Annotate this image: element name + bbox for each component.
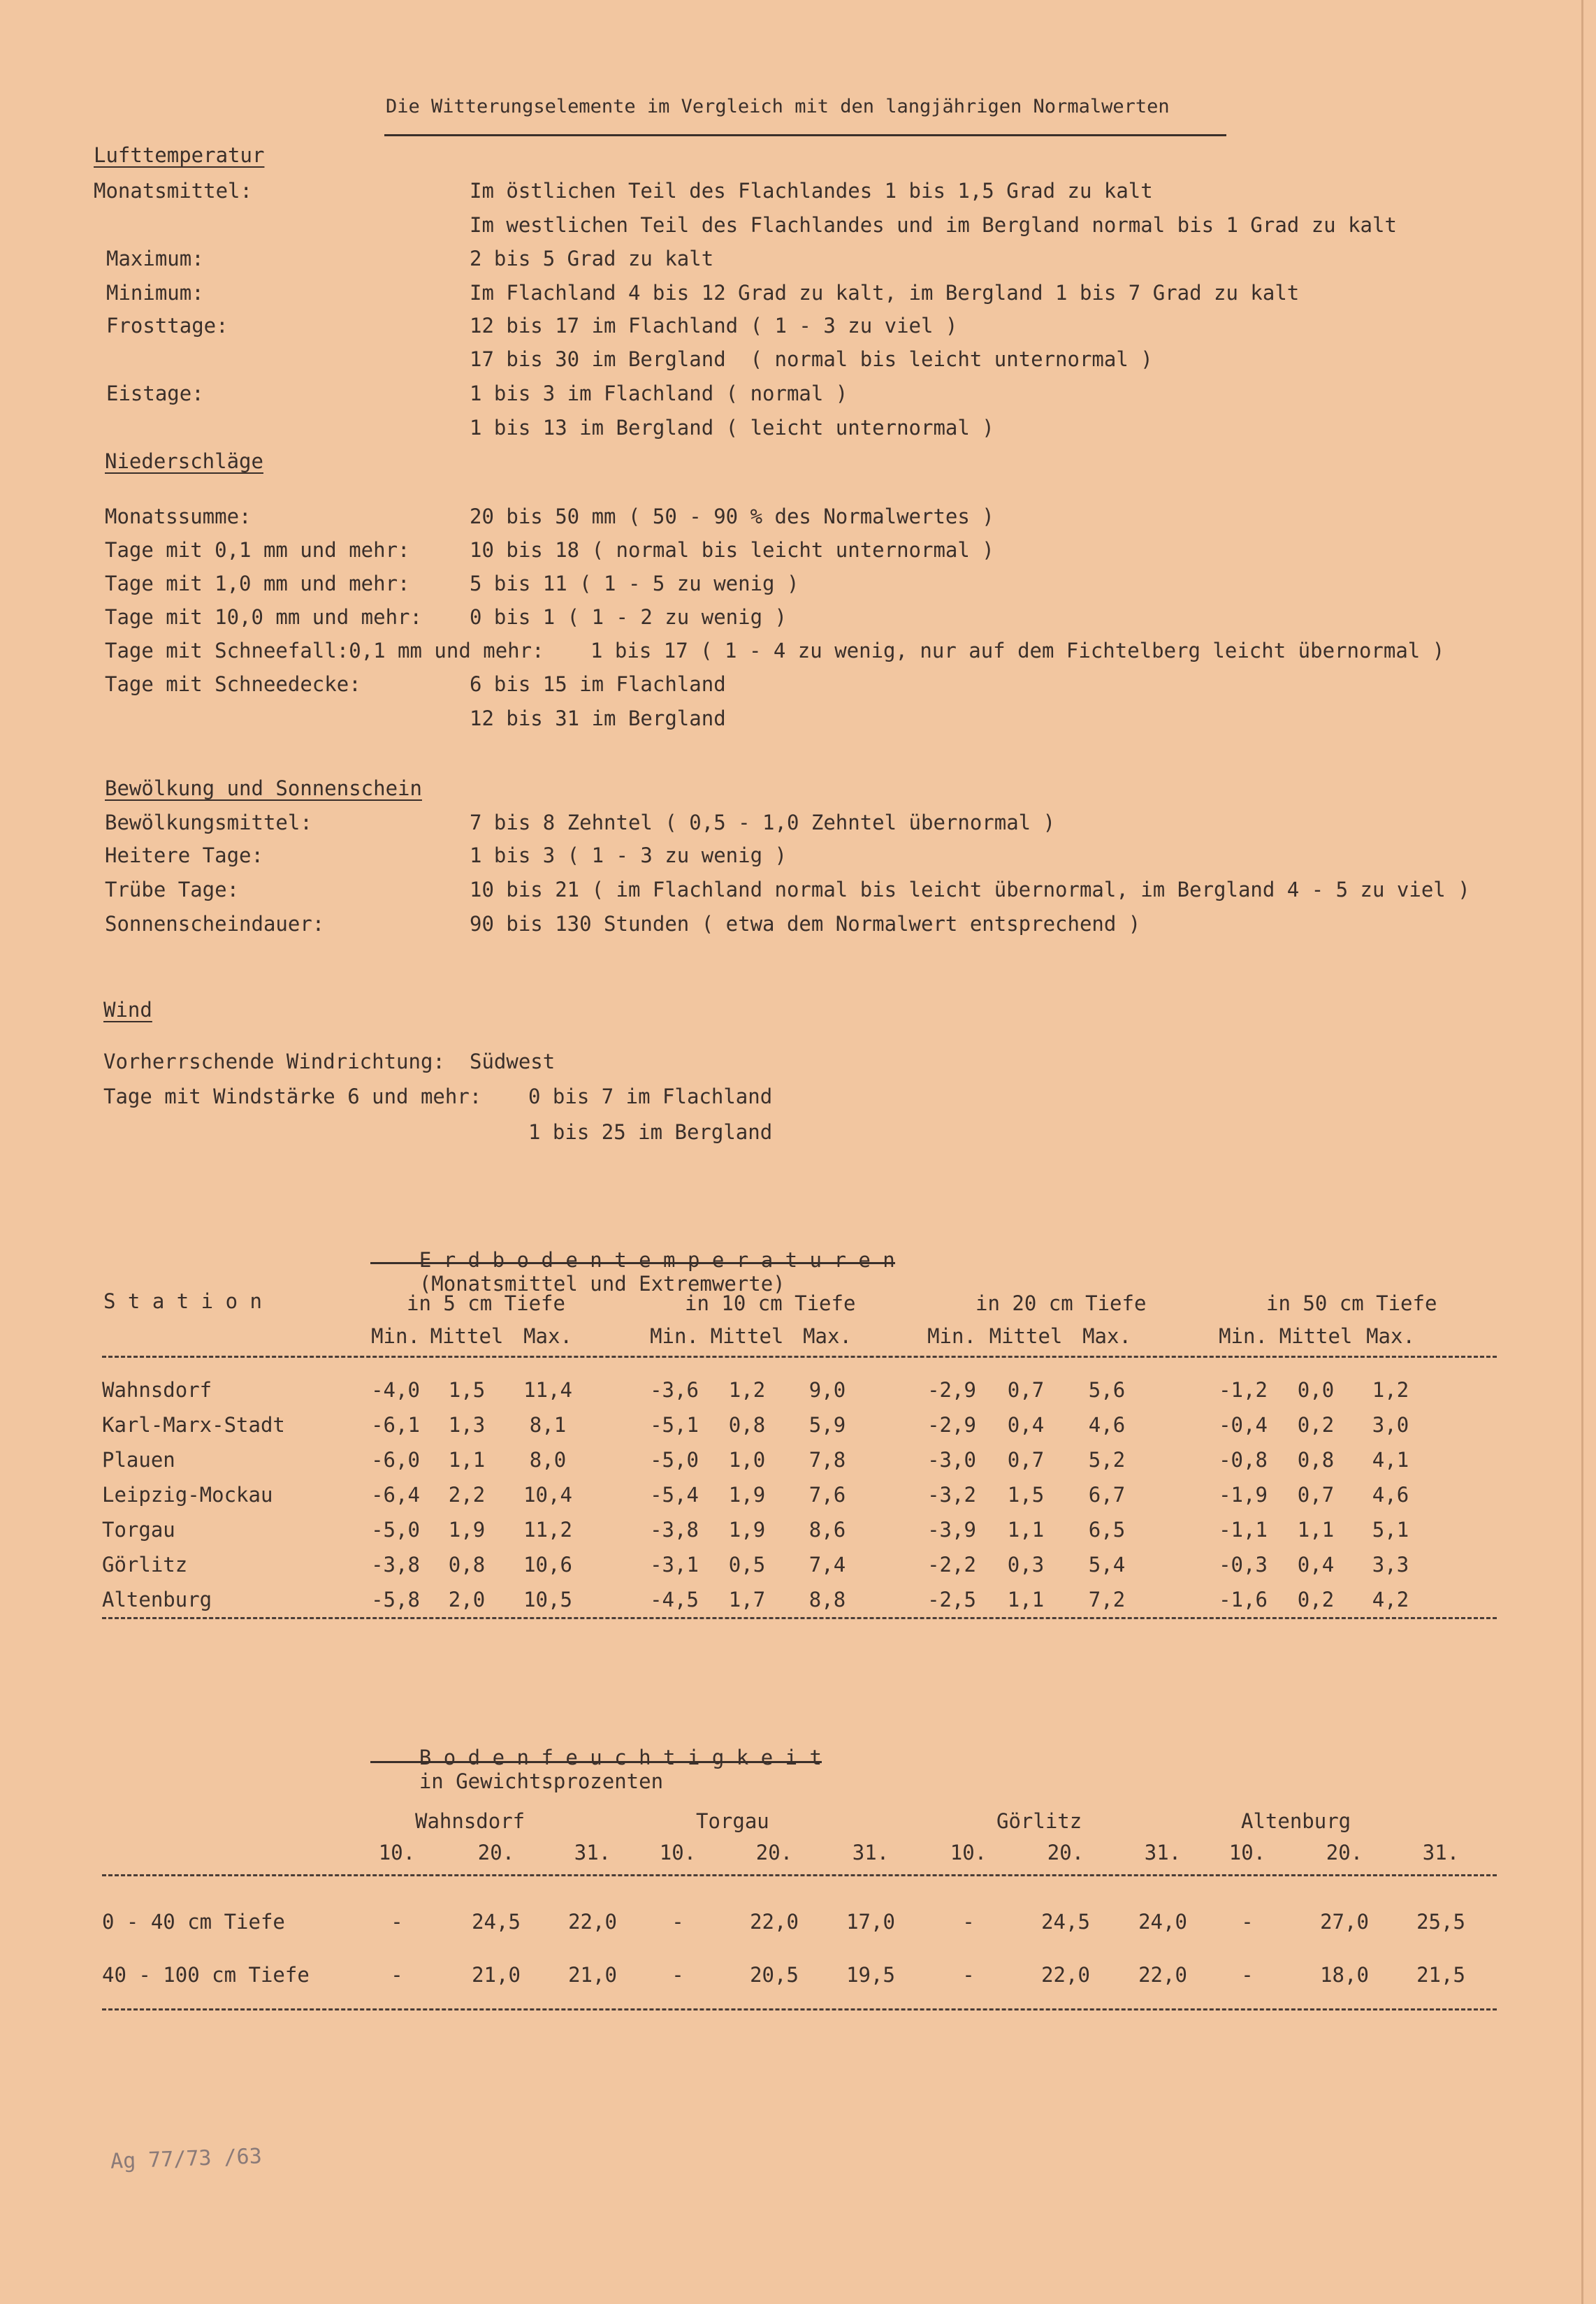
erdboden-subheader-cell: Max. xyxy=(1366,1324,1415,1348)
value-truebe-tage: 10 bis 21 ( im Flachland normal bis leicht übernormal, im Bergland 4 - 5 zu viel ) xyxy=(470,878,1470,901)
archive-stamp: Ag 77/73 /63 xyxy=(110,2144,263,2174)
feucht-day-cell: 10. xyxy=(659,1841,697,1864)
label-truebe-tage: Trübe Tage: xyxy=(105,878,240,901)
table-cell: 0,0 xyxy=(1297,1378,1335,1402)
table-cell: 0,8 xyxy=(448,1553,486,1577)
erdboden-subheader-cell: Min. xyxy=(650,1324,699,1348)
table-cell: 1,0 xyxy=(728,1448,766,1472)
erdboden-header-rule xyxy=(102,1356,1497,1358)
label-windstaerke: Tage mit Windstärke 6 und mehr: xyxy=(103,1085,482,1108)
depth-header-50cm: in 50 cm Tiefe xyxy=(1266,1291,1437,1315)
value-windrichtung: Südwest xyxy=(470,1050,556,1073)
erdboden-title-rule xyxy=(370,1262,895,1264)
table-cell: 7,8 xyxy=(808,1448,846,1472)
table-cell: 1,1 xyxy=(1007,1518,1045,1542)
table-cell: -3,9 xyxy=(927,1518,976,1542)
value-frosttage: 12 bis 17 im Flachland ( 1 - 3 zu viel ) xyxy=(470,314,958,338)
section-heading-wind: Wind xyxy=(103,998,152,1022)
erdboden-subheader-cell: Min. xyxy=(927,1324,976,1348)
table-cell: 0,4 xyxy=(1007,1413,1045,1437)
table-cell: -3,1 xyxy=(650,1553,699,1577)
table-cell: 1,5 xyxy=(448,1378,486,1402)
table-cell: -2,9 xyxy=(927,1378,976,1402)
table-cell: 8,8 xyxy=(808,1588,846,1611)
table-cell: 4,1 xyxy=(1372,1448,1409,1472)
label-sonnenscheindauer: Sonnenscheindauer: xyxy=(105,912,325,936)
erdboden-subheader-cell: Mittel xyxy=(989,1324,1063,1348)
table-cell: 4,2 xyxy=(1372,1588,1409,1611)
feucht-title-rule xyxy=(370,1761,822,1763)
table-cell: -4,0 xyxy=(371,1378,420,1402)
table-cell: 5,6 xyxy=(1088,1378,1126,1402)
feucht-title xyxy=(370,1722,822,1817)
table-cell: 0,3 xyxy=(1007,1553,1045,1577)
table-cell: -6,1 xyxy=(371,1413,420,1437)
table-cell: 1,1 xyxy=(1297,1518,1335,1542)
table-cell: -3,8 xyxy=(650,1518,699,1542)
value-frosttage-2: 17 bis 30 im Bergland ( normal bis leicht unternormal ) xyxy=(470,347,1153,371)
table-cell: -5,0 xyxy=(371,1518,420,1542)
table-cell: -6,0 xyxy=(371,1448,420,1472)
table-cell: -1,1 xyxy=(1219,1518,1268,1542)
table-cell: 0,7 xyxy=(1007,1448,1045,1472)
table-cell: 0,2 xyxy=(1297,1588,1335,1611)
value-tage-1-0mm: 5 bis 11 ( 1 - 5 zu wenig ) xyxy=(470,572,799,595)
value-tage-schneefall: 1 bis 17 ( 1 - 4 zu wenig, nur auf dem Fichtelberg leicht übernormal ) xyxy=(590,639,1445,662)
label-tage-schneedecke: Tage mit Schneedecke: xyxy=(105,672,361,696)
value-eistage: 1 bis 3 im Flachland ( normal ) xyxy=(470,382,848,405)
station-header: S t a t i o n xyxy=(103,1289,262,1313)
table-cell: -5,0 xyxy=(650,1448,699,1472)
depth-header-20cm: in 20 cm Tiefe xyxy=(975,1291,1147,1315)
table-cell: 9,0 xyxy=(808,1378,846,1402)
section-heading-bewoelkung: Bewölkung und Sonnenschein xyxy=(105,776,422,800)
table-cell: 5,1 xyxy=(1372,1518,1409,1542)
erdboden-subheader-cell: Max. xyxy=(1082,1324,1131,1348)
feucht-day-cell: 20. xyxy=(477,1841,515,1864)
table-cell: 4,6 xyxy=(1372,1483,1409,1507)
table-cell: 4,6 xyxy=(1088,1413,1126,1437)
value-tage-schneedecke-2: 12 bis 31 im Bergland xyxy=(470,707,726,730)
table-cell: 7,6 xyxy=(808,1483,846,1507)
station-name: Plauen xyxy=(102,1448,175,1472)
table-cell: -2,2 xyxy=(927,1553,976,1577)
erdboden-subheader-cell: Min. xyxy=(371,1324,420,1348)
table-cell: 1,1 xyxy=(1007,1588,1045,1611)
erdboden-title-rest: (Monatsmittel und Extremwerte) xyxy=(419,1272,785,1296)
feucht-header-rule xyxy=(102,1874,1497,1876)
table-cell: -2,9 xyxy=(927,1413,976,1437)
station-name: Wahnsdorf xyxy=(102,1378,212,1402)
table-cell: 6,5 xyxy=(1088,1518,1126,1542)
table-cell: -3,6 xyxy=(650,1378,699,1402)
table-cell: -2,5 xyxy=(927,1588,976,1611)
table-cell: 27,0 xyxy=(1320,1910,1369,1934)
feucht-day-cell: 10. xyxy=(950,1841,987,1864)
table-cell: -3,2 xyxy=(927,1483,976,1507)
table-cell: -3,0 xyxy=(927,1448,976,1472)
table-cell: -1,6 xyxy=(1219,1588,1268,1611)
table-cell: 0,5 xyxy=(728,1553,766,1577)
label-tage-10-0mm: Tage mit 10,0 mm und mehr: xyxy=(105,605,422,629)
table-cell: 6,7 xyxy=(1088,1483,1126,1507)
value-tage-0-1mm: 10 bis 18 ( normal bis leicht unternormal ) xyxy=(470,538,994,562)
feucht-station-altenburg: Altenburg xyxy=(1241,1809,1351,1833)
label-heitere-tage: Heitere Tage: xyxy=(105,843,263,867)
label-bewoelkungsmittel: Bewölkungsmittel: xyxy=(105,811,312,834)
station-name: Karl-Marx-Stadt xyxy=(102,1413,285,1437)
table-cell: 1,7 xyxy=(728,1588,766,1611)
label-windrichtung: Vorherrschende Windrichtung: xyxy=(103,1050,445,1073)
table-cell: -1,2 xyxy=(1219,1378,1268,1402)
value-monatsmittel-2: Im westlichen Teil des Flachlandes und im Bergland normal bis 1 Grad zu kalt xyxy=(470,213,1397,237)
table-cell: -5,1 xyxy=(650,1413,699,1437)
depth-header-5cm: in 5 cm Tiefe xyxy=(407,1291,565,1315)
table-cell: 18,0 xyxy=(1320,1963,1369,1987)
feucht-day-cell: 20. xyxy=(1326,1841,1363,1864)
table-cell: 2,0 xyxy=(448,1588,486,1611)
table-cell: - xyxy=(962,1910,975,1934)
table-cell: 22,0 xyxy=(750,1910,799,1934)
table-cell: 24,5 xyxy=(1041,1910,1090,1934)
table-cell: - xyxy=(962,1963,975,1987)
table-cell: -0,8 xyxy=(1219,1448,1268,1472)
erdboden-bottom-rule xyxy=(102,1617,1497,1619)
label-tage-0-1mm: Tage mit 0,1 mm und mehr: xyxy=(105,538,410,562)
table-cell: 1,5 xyxy=(1007,1483,1045,1507)
table-cell: -4,5 xyxy=(650,1588,699,1611)
table-cell: 5,2 xyxy=(1088,1448,1126,1472)
feucht-station-torgau: Torgau xyxy=(696,1809,769,1833)
table-cell: - xyxy=(1241,1910,1254,1934)
table-cell: 2,2 xyxy=(448,1483,486,1507)
label-tage-1-0mm: Tage mit 1,0 mm und mehr: xyxy=(105,572,410,595)
table-cell: 0,8 xyxy=(728,1413,766,1437)
feucht-bottom-rule xyxy=(102,2008,1497,2010)
feucht-day-cell: 31. xyxy=(574,1841,611,1864)
feucht-day-cell: 31. xyxy=(1144,1841,1182,1864)
label-minimum: Minimum: xyxy=(106,281,204,305)
feucht-day-cell: 10. xyxy=(378,1841,416,1864)
table-cell: 5,4 xyxy=(1088,1553,1126,1577)
label-frosttage: Frosttage: xyxy=(106,314,228,338)
section-heading-lufttemperatur: Lufttemperatur xyxy=(94,143,265,167)
table-cell: 19,5 xyxy=(846,1963,895,1987)
table-cell: -5,8 xyxy=(371,1588,420,1611)
erdboden-subheader-cell: Mittel xyxy=(430,1324,504,1348)
feucht-title-spaced: B o d e n f e u c h t i g k e i t xyxy=(419,1746,822,1769)
feucht-title-rest: in Gewichtsprozenten xyxy=(419,1769,664,1793)
table-cell: 0,7 xyxy=(1297,1483,1335,1507)
table-cell: 3,3 xyxy=(1372,1553,1409,1577)
table-cell: 1,3 xyxy=(448,1413,486,1437)
table-cell: 11,4 xyxy=(523,1378,572,1402)
feucht-day-cell: 10. xyxy=(1228,1841,1266,1864)
feucht-day-cell: 20. xyxy=(755,1841,793,1864)
paper-edge xyxy=(1581,0,1583,2304)
table-cell: 1,9 xyxy=(448,1518,486,1542)
table-cell: 22,0 xyxy=(1041,1963,1090,1987)
value-windstaerke: 0 bis 7 im Flachland xyxy=(528,1085,773,1108)
table-cell: -0,3 xyxy=(1219,1553,1268,1577)
table-cell: 21,0 xyxy=(472,1963,521,1987)
table-cell: 17,0 xyxy=(846,1910,895,1934)
table-cell: 1,9 xyxy=(728,1483,766,1507)
table-cell: - xyxy=(1241,1963,1254,1987)
label-tage-schneefall: Tage mit Schneefall:0,1 mm und mehr: xyxy=(105,639,544,662)
depth-label: 0 - 40 cm Tiefe xyxy=(102,1910,285,1934)
value-heitere-tage: 1 bis 3 ( 1 - 3 zu wenig ) xyxy=(470,843,787,867)
table-cell: 22,0 xyxy=(1138,1963,1187,1987)
table-cell: 22,0 xyxy=(568,1910,617,1934)
erdboden-title-spaced: E r d b o d e n t e m p e r a t u r e n xyxy=(419,1248,895,1272)
table-cell: 7,2 xyxy=(1088,1588,1126,1611)
station-name: Altenburg xyxy=(102,1588,212,1611)
erdboden-subheader-cell: Mittel xyxy=(710,1324,784,1348)
table-cell: -5,4 xyxy=(650,1483,699,1507)
table-cell: - xyxy=(391,1963,403,1987)
table-cell: 1,2 xyxy=(728,1378,766,1402)
value-tage-10-0mm: 0 bis 1 ( 1 - 2 zu wenig ) xyxy=(470,605,787,629)
depth-header-10cm: in 10 cm Tiefe xyxy=(685,1291,856,1315)
page-title: Die Witterungselemente im Vergleich mit den langjährigen Normalwerten xyxy=(386,96,1170,117)
value-eistage-2: 1 bis 13 im Bergland ( leicht unternormal ) xyxy=(470,416,994,440)
value-windstaerke-2: 1 bis 25 im Bergland xyxy=(528,1120,773,1144)
value-bewoelkungsmittel: 7 bis 8 Zehntel ( 0,5 - 1,0 Zehntel übernormal ) xyxy=(470,811,1056,834)
table-cell: 8,0 xyxy=(529,1448,567,1472)
table-cell: 25,5 xyxy=(1416,1910,1465,1934)
table-cell: -6,4 xyxy=(371,1483,420,1507)
value-maximum: 2 bis 5 Grad zu kalt xyxy=(470,247,714,270)
table-cell: 1,2 xyxy=(1372,1378,1409,1402)
table-cell: - xyxy=(672,1910,684,1934)
table-cell: 5,9 xyxy=(808,1413,846,1437)
erdboden-subheader-cell: Max. xyxy=(523,1324,572,1348)
table-cell: 0,2 xyxy=(1297,1413,1335,1437)
erdboden-subheader-cell: Min. xyxy=(1219,1324,1268,1348)
table-cell: -1,9 xyxy=(1219,1483,1268,1507)
table-cell: 24,0 xyxy=(1138,1910,1187,1934)
table-cell: 1,9 xyxy=(728,1518,766,1542)
table-cell: 10,4 xyxy=(523,1483,572,1507)
value-minimum: Im Flachland 4 bis 12 Grad zu kalt, im Bergland 1 bis 7 Grad zu kalt xyxy=(470,281,1300,305)
table-cell: 0,8 xyxy=(1297,1448,1335,1472)
table-cell: 20,5 xyxy=(750,1963,799,1987)
value-sonnenscheindauer: 90 bis 130 Stunden ( etwa dem Normalwert entsprechend ) xyxy=(470,912,1141,936)
feucht-station-goerlitz: Görlitz xyxy=(996,1809,1082,1833)
table-cell: -3,8 xyxy=(371,1553,420,1577)
label-monatssumme: Monatssumme: xyxy=(105,505,252,528)
table-cell: - xyxy=(672,1963,684,1987)
station-name: Leipzig-Mockau xyxy=(102,1483,273,1507)
table-cell: 0,4 xyxy=(1297,1553,1335,1577)
table-cell: 10,5 xyxy=(523,1588,572,1611)
value-monatsmittel: Im östlichen Teil des Flachlandes 1 bis 1,5 Grad zu kalt xyxy=(470,179,1153,203)
value-tage-schneedecke: 6 bis 15 im Flachland xyxy=(470,672,726,696)
table-cell: 11,2 xyxy=(523,1518,572,1542)
table-cell: -0,4 xyxy=(1219,1413,1268,1437)
erdboden-subheader-cell: Max. xyxy=(803,1324,852,1348)
station-name: Görlitz xyxy=(102,1553,188,1577)
feucht-day-cell: 31. xyxy=(852,1841,890,1864)
feucht-day-cell: 20. xyxy=(1047,1841,1084,1864)
station-name: Torgau xyxy=(102,1518,175,1542)
section-heading-niederschlaege: Niederschläge xyxy=(105,449,263,473)
title-rule xyxy=(384,134,1226,136)
depth-label: 40 - 100 cm Tiefe xyxy=(102,1963,310,1987)
feucht-day-cell: 31. xyxy=(1422,1841,1460,1864)
table-cell: 10,6 xyxy=(523,1553,572,1577)
feucht-station-wahnsdorf: Wahnsdorf xyxy=(415,1809,525,1833)
table-cell: 1,1 xyxy=(448,1448,486,1472)
table-cell: 8,1 xyxy=(529,1413,567,1437)
table-cell: - xyxy=(391,1910,403,1934)
label-eistage: Eistage: xyxy=(106,382,204,405)
erdboden-subheader-cell: Mittel xyxy=(1279,1324,1353,1348)
table-cell: 3,0 xyxy=(1372,1413,1409,1437)
table-cell: 21,5 xyxy=(1416,1963,1465,1987)
label-monatsmittel: Monatsmittel: xyxy=(94,179,252,203)
table-cell: 21,0 xyxy=(568,1963,617,1987)
table-cell: 24,5 xyxy=(472,1910,521,1934)
value-monatssumme: 20 bis 50 mm ( 50 - 90 % des Normalwertes ) xyxy=(470,505,994,528)
table-cell: 0,7 xyxy=(1007,1378,1045,1402)
table-cell: 8,6 xyxy=(808,1518,846,1542)
label-maximum: Maximum: xyxy=(106,247,204,270)
table-cell: 7,4 xyxy=(808,1553,846,1577)
